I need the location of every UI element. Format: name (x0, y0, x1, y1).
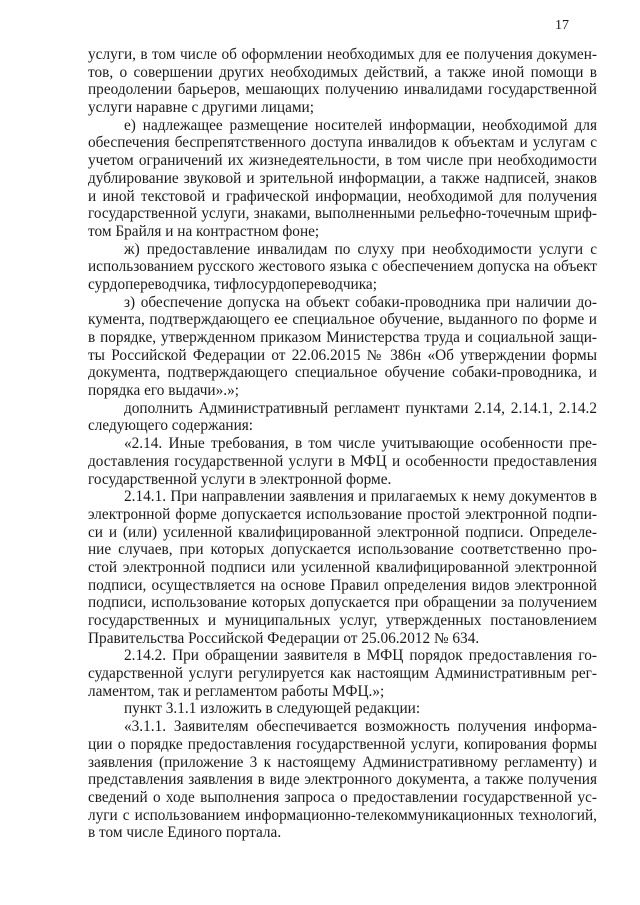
text-line: государственной услуги, знаками, выполненными рельефно-точечным шриф- (88, 205, 597, 223)
text-line: услуги наравне с другими лицами; (88, 99, 314, 117)
text-line: доставления государственной услуги в МФЦ и особенности предоставления (88, 452, 597, 470)
text-line: преодолении барьеров, мешающих получению инвалидами государственной (88, 81, 597, 99)
text-line: кумента, подтверждающего ее специальное обучение, выданного по форме и (88, 311, 597, 329)
text-line: луги с использованием информационно-телекоммуникационных технологий, (88, 806, 597, 824)
text-line: тов, о совершении других необходимых действий, а также иной помощи в (88, 63, 597, 81)
text-line: дублирование звуковой и зрительной информации, а также надписей, знаков (88, 169, 597, 187)
text-line: представления заявления в виде электронного документа, а также получения (88, 771, 597, 789)
text-line: в порядке, утвержденном приказом Министерства труда и социальной защи- (88, 329, 597, 346)
text-line: электронной форме допускается использование простой электронной подпи- (88, 505, 597, 523)
text-line: си и (или) усиленной квалифицированной электронной подписи. Определе- (88, 523, 597, 541)
text-line: ламентом, так и регламентом работы МФЦ.»; (88, 682, 385, 700)
text-line: дополнить Административный регламент пунктами 2.14, 2.14.1, 2.14.2 (124, 399, 597, 417)
text-line: заявления (приложение 3 к настоящему Административному регламенту) и (88, 753, 597, 771)
text-line: подписи, осуществляется на основе Правил определения видов электронной (88, 576, 597, 594)
text-line: в том числе Единого портала. (88, 824, 282, 842)
text-line: том Брайля и на контрастном фоне; (88, 222, 320, 240)
text-line: сведений о ходе выполнения запроса о предоставлении государственной ус- (88, 788, 597, 806)
text-line: государственных и муниципальных услуг, утвержденных постановлением (88, 612, 597, 629)
text-line: услуги, в том числе об оформлении необходимых для ее получения докумен- (88, 46, 597, 63)
text-line: «3.1.1. Заявителям обеспечивается возможность получения информа- (124, 718, 597, 736)
text-line: государственной услуги в электронной форме. (88, 470, 392, 488)
text-line: следующего содержания: (88, 417, 254, 435)
text-line: з) обеспечение допуска на объект собаки-проводника при наличии до- (124, 293, 597, 311)
page-number: 17 (555, 18, 569, 33)
text-line: и иной текстовой и графической информации, необходимой для получения (88, 187, 597, 205)
text-line: документа, подтверждающего специальное обучение собаки-проводника, и (88, 364, 597, 382)
text-line: сударственной услуги регулируется как настоящим Административным рег- (88, 665, 597, 683)
text-line: обеспечения беспрепятственного доступа инвалидов к объектам и услугам с (88, 134, 597, 152)
text-line: Правительства Российской Федерации от 25.06.2012 № 634. (88, 629, 480, 647)
text-line: 2.14.1. При направлении заявления и прилагаемых к нему документов в (124, 488, 597, 506)
text-line: ции о порядке предоставления государственной услуги, копирования формы (88, 735, 597, 753)
text-line: стой электронной подписи или усиленной квалифицированной электронной (88, 558, 597, 576)
text-line: порядка его выдачи».»; (88, 382, 239, 400)
text-line: е) надлежащее размещение носителей информации, необходимой для (124, 116, 597, 134)
text-line: подписи, использование которых допускается при обращении за получением (88, 594, 597, 612)
document-body (88, 46, 597, 842)
text-line: ж) предоставление инвалидам по слуху при необходимости услуги с (124, 240, 597, 258)
text-line: «2.14. Иные требования, в том числе учитывающие особенности пре- (124, 435, 597, 453)
text-line: учетом ограничений их жизнедеятельности, в том числе при необходимости (88, 152, 597, 170)
text-line: сурдопереводчика, тифлосурдопереводчика; (88, 275, 377, 293)
text-line: пункт 3.1.1 изложить в следующей редакции: (124, 700, 421, 718)
text-line: использованием русского жестового языка с обеспечением допуска на объект (88, 258, 597, 276)
text-line: ние случаев, при которых допускается использование соответственно про- (88, 541, 597, 559)
text-line: 2.14.2. При обращении заявителя в МФЦ порядок предоставления го- (124, 647, 597, 665)
text-line: ты Российской Федерации от 22.06.2015 № 386н «Об утверждении формы (88, 346, 597, 364)
